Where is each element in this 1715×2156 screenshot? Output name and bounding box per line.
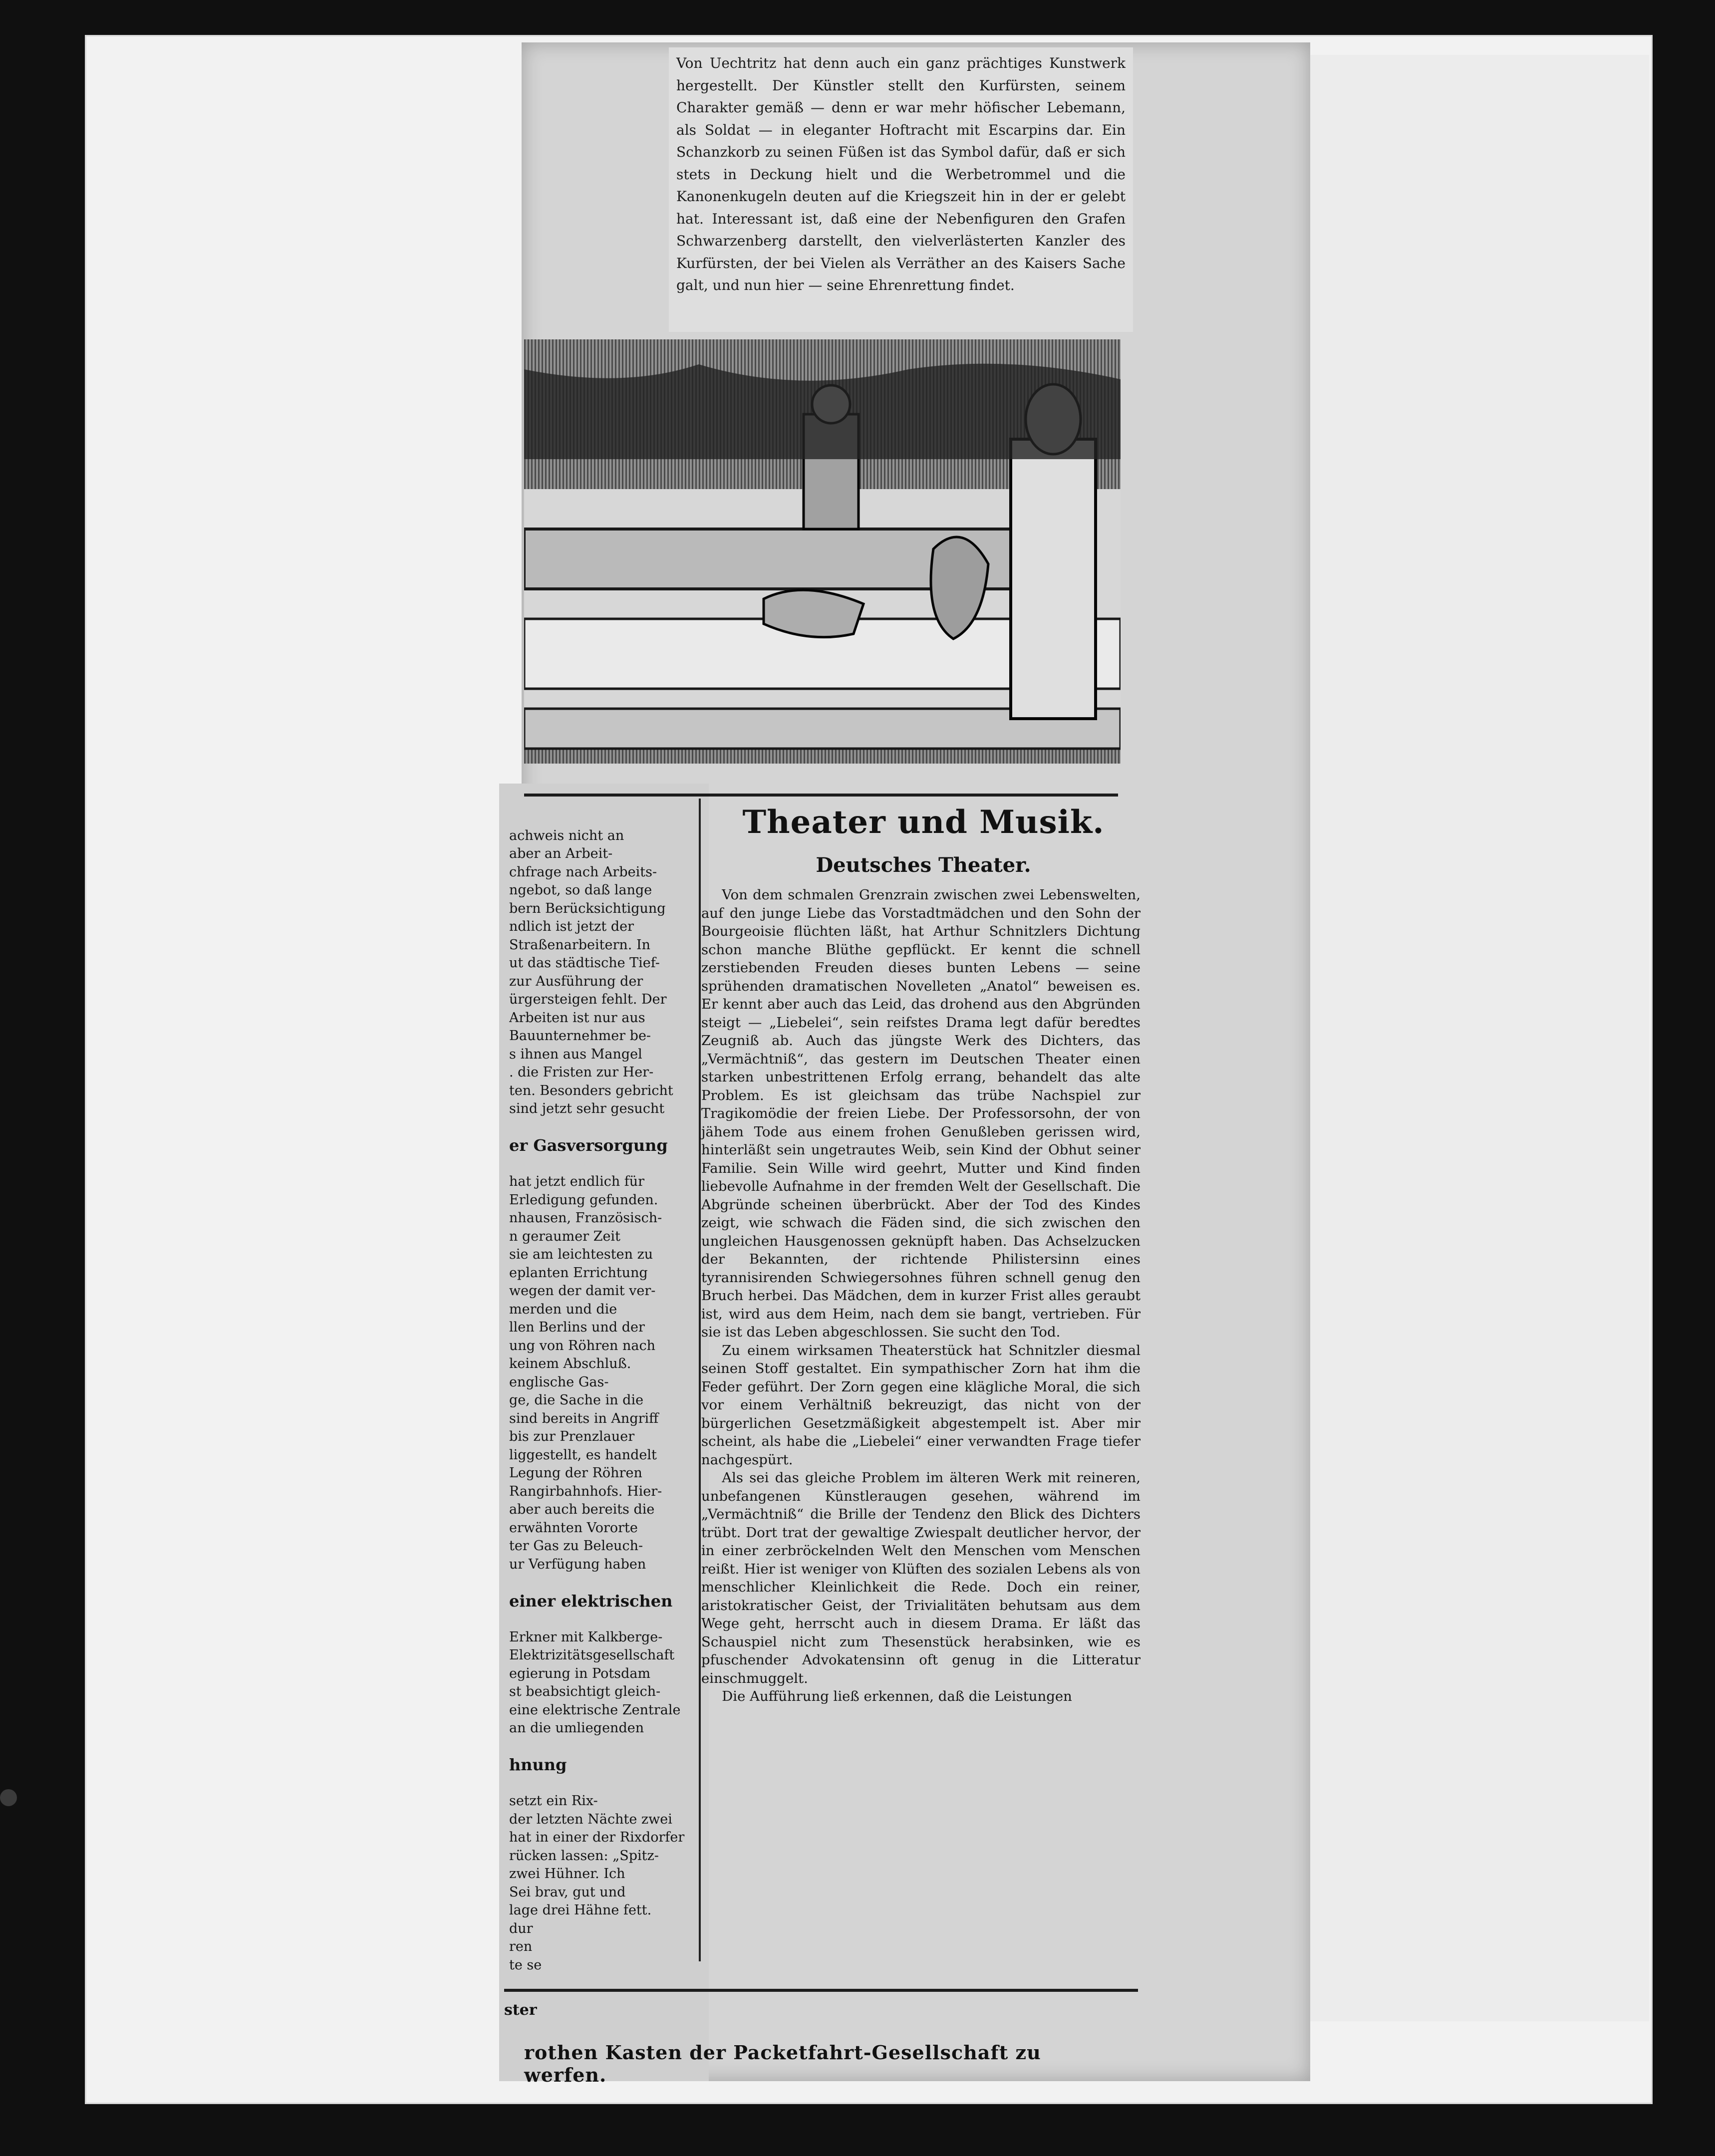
edge-hole bbox=[0, 1789, 17, 1806]
section-rule-bottom bbox=[504, 1989, 1138, 1992]
mount-right-panel bbox=[1308, 55, 1649, 2021]
left-fragment-text-d: setzt ein Rix- der letzten Nächte zwei hat in einer der Rixdorfer rücken lassen: „Spitz- zwei Hühner. Ich Sei brav, gut und lage drei Hähne fett. dur ren te se bbox=[509, 1793, 685, 1973]
left-fragment-column bbox=[509, 808, 694, 2026]
left-bottom-stub: ster bbox=[504, 2001, 537, 2019]
review-paragraph-3: Als sei das gleiche Problem im älteren Werk mit reineren, unbefangenen Künstleraugen gesehen, während im „Vermächtniß“ die Brille der Tendenz den Blick des Dichters trübt. Dort trat der gewaltige Zwiespalt deutlicher hervor, der in einer zerbröckelnden Welt den Menschen vom Menschen reißt. Hier ist weniger von Klüften des sozialen Lebens als von menschlicher Kleinlichkeit die Rede. Doch ein reiner, aristokratischer Geist, der Trivialitäten behutsam aus dem Wege geht, herrscht auch in diesem Drama. Er läßt das Schauspiel nicht zum Thesenstück herabsinken, wie es pfuschender Advokatensinn oft genug in die Litteratur einschmuggelt. bbox=[701, 1470, 1141, 1686]
left-subhead-gas: er Gasversorgung bbox=[509, 1136, 668, 1155]
left-fragment-text-c: Erkner mit Kalkberge- Elektrizitätsgesellschaft egierung in Potsdam st beabsichtigt gleich- eine elektrische Zentrale an die umliegenden bbox=[509, 1629, 681, 1736]
bottom-text-line: rothen Kasten der Packetfahrt-Gesellschaft zu werfen. bbox=[524, 2041, 1041, 2086]
top-article-text bbox=[669, 47, 1133, 332]
left-fragment-text-a: achweis nicht an aber an Arbeit- chfrage nach Arbeits- ngebot, so daß lange bern Berücksichtigung ndlich ist jetzt der Straßenarbeitern. In ut das städtische Tief- zur Ausführung der ürgersteigen fehlt. Der Arbeiten ist nur aus Bauunternehmer be- s ihnen aus Mangel . die Fristen zur Her- ten. Besonders gebricht sind jetzt sehr gesucht bbox=[509, 827, 673, 1116]
column-divider bbox=[699, 799, 701, 1961]
review-paragraph-1: Von dem schmalen Grenzrain zwischen zwei Lebenswelten, auf den junge Liebe das Vorstadtmädchen und den Sohn der Bourgeoisie flüchten läßt, hat Arthur Schnitzlers Dichtung schon manche Blüthe gepflückt. Er kennt die schnell zerstiebenden Freuden dieses bunten Lebens — seine sprühenden dramatischen Novelleten „Anatol“ beweisen es. Er kennt aber auch das Leid, das drohend aus den Abgründen steigt — „Liebelei“, sein reifstes Drama legt dafür beredtes Zeugniß ab. Auch das jüngste Werk des Dichters, das „Vermächtniß“, das gestern im Deutschen Theater einen starken unbestrittenen Erfolg errang, behandelt das alte Problem. Es ist gleichsam das trübe Nachspiel zur Tragikomödie der freien Liebe. Der Professorsohn, der von jähem Tode aus einem frohen Genußleben gerissen wird, hinterläßt sein ungetrautes Weib, sein Kind der Obhut seiner Familie. Sein Wille wird geehrt, Mutter und Kind finden liebevolle Aufnahme in der fremden Welt der Gesellschaft. Die Abgründe scheinen überbrückt. Aber der Tod des Kindes zeigt, wie schwach die Fäden sind, die sich zwischen den ungleichen Hausgenossen geknüpft haben. Das Achselzucken der Bekannten, der richtende Philistersinn eines tyrannisirenden Schwiegersohnes führen schnell genug den Bruch herbei. Das Mädchen, dem in kurzer Frist alles geraubt ist, wird aus dem Heim, nach dem sie bangt, vertrieben. Für sie ist das Leben abgeschlossen. Sie sucht den Tod. bbox=[701, 887, 1141, 1340]
left-fragment-text-b: hat jetzt endlich für Erledigung gefunden. nhausen, Französisch- n geraumer Zeit sie am leichtesten zu eplanten Errichtung wegen der damit ver- merden und die llen Berlins und der ung von Röhren nach keinem Abschluß. englische Gas- ge, die Sache in die sind bereits in Angriff bis zur Prenzlauer liggestellt, es handelt Legung der Röhren Rangirbahnhofs. Hier- aber auch bereits die erwähnten Vororte ter Gas zu Beleuch- ur Verfügung haben bbox=[509, 1174, 662, 1572]
engraving-illustration bbox=[524, 339, 1121, 764]
section-title: Theater und Musik. bbox=[742, 804, 1105, 841]
left-subhead-electric: einer elektrischen bbox=[509, 1591, 673, 1611]
section-subtitle: Deutsches Theater. bbox=[816, 853, 1031, 877]
section-rule-top bbox=[524, 794, 1118, 797]
review-paragraph-4: Die Aufführung ließ erkennen, daß die Leistungen bbox=[722, 1688, 1072, 1704]
left-subhead-3: hnung bbox=[509, 1755, 567, 1774]
statue-engraving bbox=[524, 339, 1121, 764]
review-paragraph-2: Zu einem wirksamen Theaterstück hat Schnitzler diesmal seinen Stoff gestaltet. Ein sympathischer Zorn hat ihm die Feder geführt. Der Zorn gegen eine klägliche Moral, die sich vor einem Verhältniß bekreuzigt, das nicht von der bürgerlichen Gesetzmäßigkeit abgestempelt ist. Aber mir scheint, als habe die „Liebelei“ einer verwandten Frage tiefer nachgespürt. bbox=[701, 1342, 1141, 1468]
top-paragraph: Von Uechtritz hat denn auch ein ganz prächtiges Kunstwerk hergestellt. Der Künstler stellt den Kurfürsten, seinem Charakter gemäß — denn er war mehr höfischer Lebemann, als Soldat — in eleganter Hoftracht mit Escarpins dar. Ein Schanzkorb zu seinen Füßen ist das Symbol dafür, daß er sich stets in Deckung hielt und die Werbetrommel und die Kanonenkugeln deuten auf die Kriegszeit hin in der er gelebt hat. Interessant ist, daß eine der Nebenfiguren den Grafen Schwarzenberg darstellt, den vielverlästerten Kanzler des Kurfürsten, der bei Vielen als Verräther an des Kaisers Sache galt, und nun hier — seine Ehrenrettung findet. bbox=[676, 55, 1126, 293]
theater-review-column bbox=[701, 886, 1141, 1706]
